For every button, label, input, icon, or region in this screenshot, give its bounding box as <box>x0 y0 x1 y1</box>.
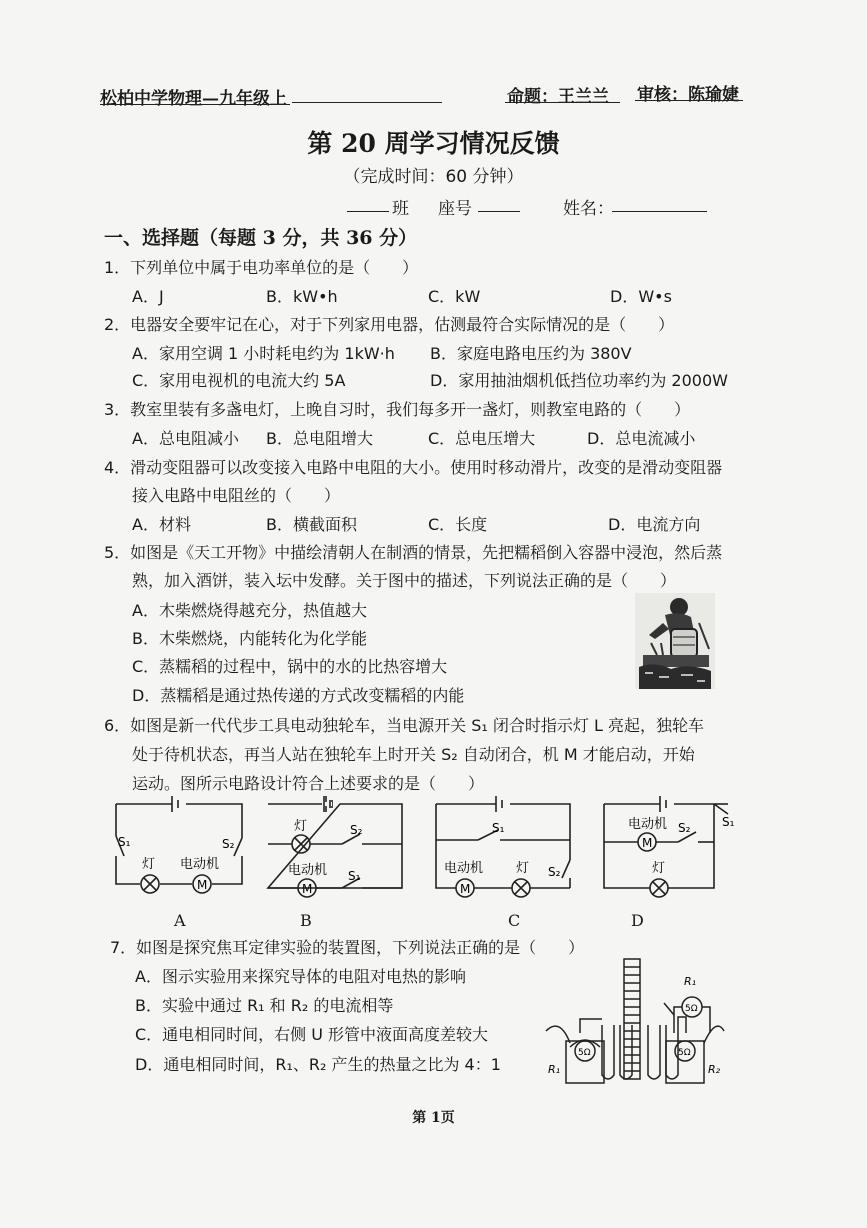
apparatus-top-5ohm: 5Ω <box>685 1004 698 1014</box>
circuit-b-s2: S₂ <box>350 823 363 837</box>
circuit-d-s1: S₁ <box>722 815 735 829</box>
q1-option-b: B．kW•h <box>266 287 338 306</box>
question-6-stem-line2: 处于待机状态，再当人站在独轮车上时开关 S₂ 自动闭合，机 M 才能启动，开始 <box>132 745 695 764</box>
q5-option-a: A．木柴燃烧得越充分，热值越大 <box>132 601 367 620</box>
circuit-c-s2: S₂ <box>548 865 561 879</box>
q3-option-b: B．总电阻增大 <box>266 429 373 448</box>
question-4-stem-line2: 接入电路中电阻丝的（ ） <box>132 486 341 505</box>
q4-option-b: B．横截面积 <box>266 515 357 534</box>
question-3-stem: 3．教室里装有多盏电灯，上晚自习时，我们每多开一盏灯，则教室电路的（ ） <box>104 400 691 419</box>
circuit-a-s1: S₁ <box>118 835 131 849</box>
circuit-a <box>106 792 256 896</box>
seat-label: 座号 <box>438 199 472 219</box>
circuit-a-lamp-label: 灯 <box>142 857 156 872</box>
q7-option-b: B．实验中通过 R₁ 和 R₂ 的电流相等 <box>135 996 394 1015</box>
circuit-a-motor-label: 电动机 <box>180 857 220 872</box>
apparatus-r1-label: R₁ <box>684 975 697 988</box>
q1-option-a: A．J <box>132 287 164 306</box>
class-blank <box>347 211 389 212</box>
circuit-d-caption: D <box>631 911 644 930</box>
q7-option-c: C．通电相同时间，右侧 U 形管中液面高度差较大 <box>135 1025 489 1044</box>
page-title: 第 20 周学习情况反馈 <box>307 129 560 158</box>
q1-option-c: C．kW <box>428 287 481 306</box>
q4-option-a: A．材料 <box>132 515 191 534</box>
q1-option-d: D．W•s <box>610 287 672 306</box>
q2-option-c: C．家用电视机的电流大约 5A <box>132 371 346 390</box>
q3-option-a: A．总电阻减小 <box>132 429 239 448</box>
q3-option-d: D．总电流减小 <box>587 429 696 448</box>
q5-option-c: C．蒸糯稻的过程中，锅中的水的比热容增大 <box>132 657 448 676</box>
page-subtitle: （完成时间：60 分钟） <box>343 167 524 187</box>
question-5-stem-line2: 熟，加入酒饼，装入坛中发酵。关于图中的描述，下列说法正确的是（ ） <box>132 571 677 590</box>
q2-option-d: D．家用抽油烟机低挡位功率约为 2000W <box>430 371 728 390</box>
circuit-c <box>430 792 580 902</box>
question-6-stem-line1: 6．如图是新一代代步工具电动独轮车，当电源开关 S₁ 闭合时指示灯 L 亮起，独轮车 <box>104 716 705 735</box>
circuit-b-lamp-label: 灯 <box>294 819 308 834</box>
q4-option-c: C．长度 <box>428 515 488 534</box>
circuit-c-lamp-label: 灯 <box>516 861 530 876</box>
reviewer-label: 审核：陈瑜婕 <box>637 85 739 105</box>
circuit-c-caption: C <box>508 911 521 930</box>
joule-law-apparatus <box>540 955 730 1090</box>
circuit-d-s2: S₂ <box>678 821 691 835</box>
circuit-d-motor-letter: M <box>642 836 653 850</box>
circuit-d-lamp-label: 灯 <box>652 861 666 876</box>
q4-option-d: D．电流方向 <box>608 515 701 534</box>
circuit-c-motor-letter: M <box>460 882 471 896</box>
circuit-b-s1: S₁ <box>348 869 361 883</box>
question-1-stem: 1．下列单位中属于电功率单位的是（ ） <box>104 258 419 277</box>
section-heading: 一、选择题（每题 3 分，共 36 分） <box>104 227 418 249</box>
circuit-b-motor-label: 电动机 <box>288 863 328 878</box>
q5-option-b: B．木柴燃烧，内能转化为化学能 <box>132 629 367 648</box>
question-2-stem: 2．电器安全要牢记在心，对于下列家用电器，估测最符合实际情况的是（ ） <box>104 315 675 334</box>
page-number: 第 1页 <box>412 1110 455 1126</box>
q3-option-c: C．总电压增大 <box>428 429 536 448</box>
question-4-stem-line1: 4．滑动变阻器可以改变接入电路中电阻的大小。使用时移动滑片，改变的是滑动变阻器 <box>104 458 723 477</box>
circuit-d-motor-label: 电动机 <box>628 817 668 832</box>
q7-option-a: A．图示实验用来探究导体的电阻对电热的影响 <box>135 967 466 986</box>
class-label: 班 <box>392 199 409 219</box>
q5-option-d: D．蒸糯稻是通过热传递的方式改变糯稻的内能 <box>132 686 465 705</box>
circuit-a-caption: A <box>174 911 186 930</box>
apparatus-right-5ohm: 5Ω <box>678 1048 691 1058</box>
author-underline <box>505 102 620 103</box>
circuit-d <box>598 792 748 902</box>
circuit-a-motor-letter: M <box>197 878 208 892</box>
circuit-b-motor-letter: M <box>302 882 313 896</box>
q2-option-b: B．家庭电路电压约为 380V <box>430 344 632 363</box>
apparatus-left-5ohm: 5Ω <box>578 1048 591 1058</box>
name-blank <box>612 211 707 212</box>
q7-option-d: D．通电相同时间，R₁、R₂ 产生的热量之比为 4：1 <box>135 1055 501 1074</box>
author-label: 命题：王兰兰 <box>507 87 609 107</box>
circuit-c-s1: S₁ <box>492 821 505 835</box>
school-label: 松柏中学物理—九年级上 <box>100 89 287 109</box>
wine-making-illustration <box>635 593 715 689</box>
apparatus-r2-label: R₂ <box>708 1063 721 1076</box>
question-5-stem-line1: 5．如图是《天工开物》中描绘清朝人在制酒的情景，先把糯稻倒入容器中浸泡，然后蒸 <box>104 543 723 562</box>
q2-option-a: A．家用空调 1 小时耗电约为 1kW·h <box>132 344 395 363</box>
circuit-b <box>262 792 412 902</box>
circuit-c-motor-label: 电动机 <box>444 861 484 876</box>
circuit-b-caption: B <box>300 911 312 930</box>
header-underline <box>100 104 290 105</box>
reviewer-underline <box>635 100 743 101</box>
header-blank-line <box>292 102 442 103</box>
seat-blank <box>478 211 520 212</box>
name-label: 姓名： <box>563 199 614 219</box>
question-6-stem-line3: 运动。图所示电路设计符合上述要求的是（ ） <box>132 774 485 793</box>
circuit-a-s2: S₂ <box>222 837 235 851</box>
question-7-stem: 7．如图是探究焦耳定律实验的装置图，下列说法正确的是（ ） <box>110 938 585 957</box>
apparatus-r1-left-label: R₁ <box>548 1063 561 1076</box>
